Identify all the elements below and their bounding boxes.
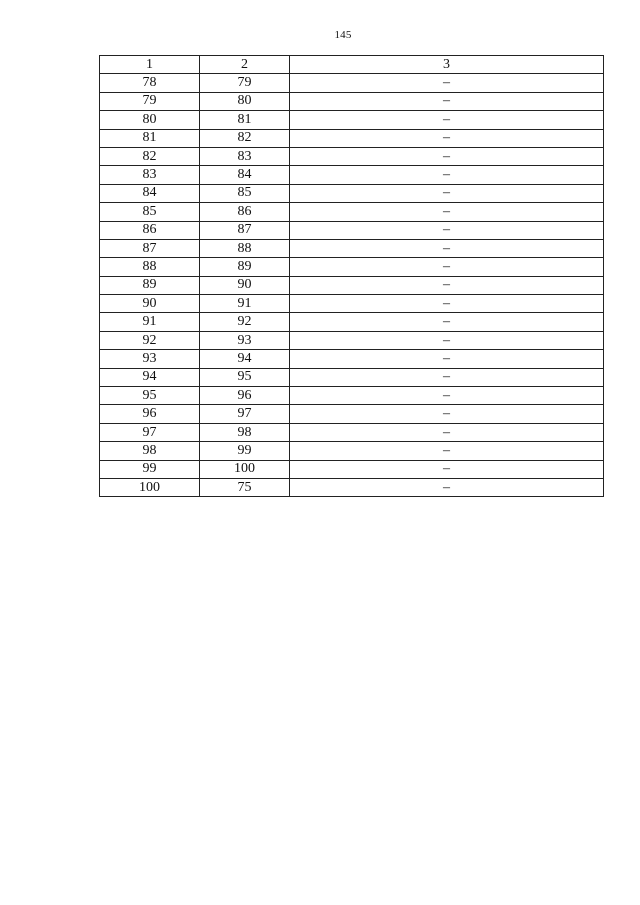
table-row [100,460,604,478]
table-row [100,350,604,368]
table-cell: 94 [100,368,200,386]
table-cell: 94 [200,350,290,368]
table-row [100,111,604,129]
table-cell: – [290,442,604,460]
table-cell: – [290,111,604,129]
table-cell: 100 [200,460,290,478]
table-cell: – [290,166,604,184]
table-row [100,129,604,147]
table-row [100,423,604,441]
table-cell: – [290,460,604,478]
table-row [100,221,604,239]
table-row [100,442,604,460]
table-cell: 79 [200,74,290,92]
table-cell: 97 [200,405,290,423]
table-cell: 80 [100,111,200,129]
table-cell: 80 [200,92,290,110]
table-cell: 82 [200,129,290,147]
table-cell: – [290,295,604,313]
table-cell: – [290,276,604,294]
table-cell: 78 [100,74,200,92]
table-cell: 100 [100,478,200,496]
table-row [100,478,604,496]
table-row [100,203,604,221]
table-cell: 87 [200,221,290,239]
page-number: 145 [334,29,352,41]
table-cell: 91 [100,313,200,331]
table-cell: 99 [200,442,290,460]
table-cell: 81 [200,111,290,129]
table-cell: 95 [200,368,290,386]
table-cell: 98 [100,442,200,460]
table-cell: – [290,478,604,496]
table-cell: 88 [200,239,290,257]
table-cell: – [290,313,604,331]
table-cell: – [290,423,604,441]
table-row [100,405,604,423]
table-body [100,74,604,497]
table-row [100,239,604,257]
table-cell: 85 [200,184,290,202]
table-row [100,331,604,349]
table-cell: – [290,92,604,110]
table-cell: – [290,368,604,386]
table-row [100,295,604,313]
column-header: 2 [200,56,290,74]
column-header: 3 [290,56,604,74]
table-cell: 86 [100,221,200,239]
table-cell: – [290,331,604,349]
table-row [100,166,604,184]
table-cell: – [290,221,604,239]
column-header: 1 [100,56,200,74]
table-cell: 90 [200,276,290,294]
table-cell: 83 [100,166,200,184]
table-cell: 79 [100,92,200,110]
table-row [100,147,604,165]
table-cell: 83 [200,147,290,165]
table-cell: 93 [200,331,290,349]
table-row [100,184,604,202]
table-cell: 85 [100,203,200,221]
table-cell: – [290,129,604,147]
table-row [100,92,604,110]
table-row [100,387,604,405]
table-cell: 98 [200,423,290,441]
table-cell: – [290,203,604,221]
table-cell: 95 [100,387,200,405]
table-cell: – [290,147,604,165]
table-cell: – [290,184,604,202]
table-cell: – [290,74,604,92]
table-cell: 96 [100,405,200,423]
table-cell: 92 [100,331,200,349]
table-cell: 75 [200,478,290,496]
table-cell: 91 [200,295,290,313]
table-row [100,313,604,331]
table-cell: – [290,258,604,276]
table-cell: 89 [100,276,200,294]
table-cell: 92 [200,313,290,331]
table-header-row [100,56,604,74]
table-cell: – [290,350,604,368]
table-cell: 84 [200,166,290,184]
table-row [100,276,604,294]
table-cell: 82 [100,147,200,165]
table-cell: 93 [100,350,200,368]
table-row [100,74,604,92]
table-cell: – [290,387,604,405]
table-cell: – [290,239,604,257]
table-cell: 86 [200,203,290,221]
table-cell: 97 [100,423,200,441]
table-cell: 90 [100,295,200,313]
table-row [100,258,604,276]
table-cell: 99 [100,460,200,478]
table-cell: 84 [100,184,200,202]
table-cell: 87 [100,239,200,257]
table-row [100,368,604,386]
table-cell: – [290,405,604,423]
table-cell: 96 [200,387,290,405]
table-cell: 89 [200,258,290,276]
data-table [99,55,604,497]
table-cell: 88 [100,258,200,276]
table-cell: 81 [100,129,200,147]
